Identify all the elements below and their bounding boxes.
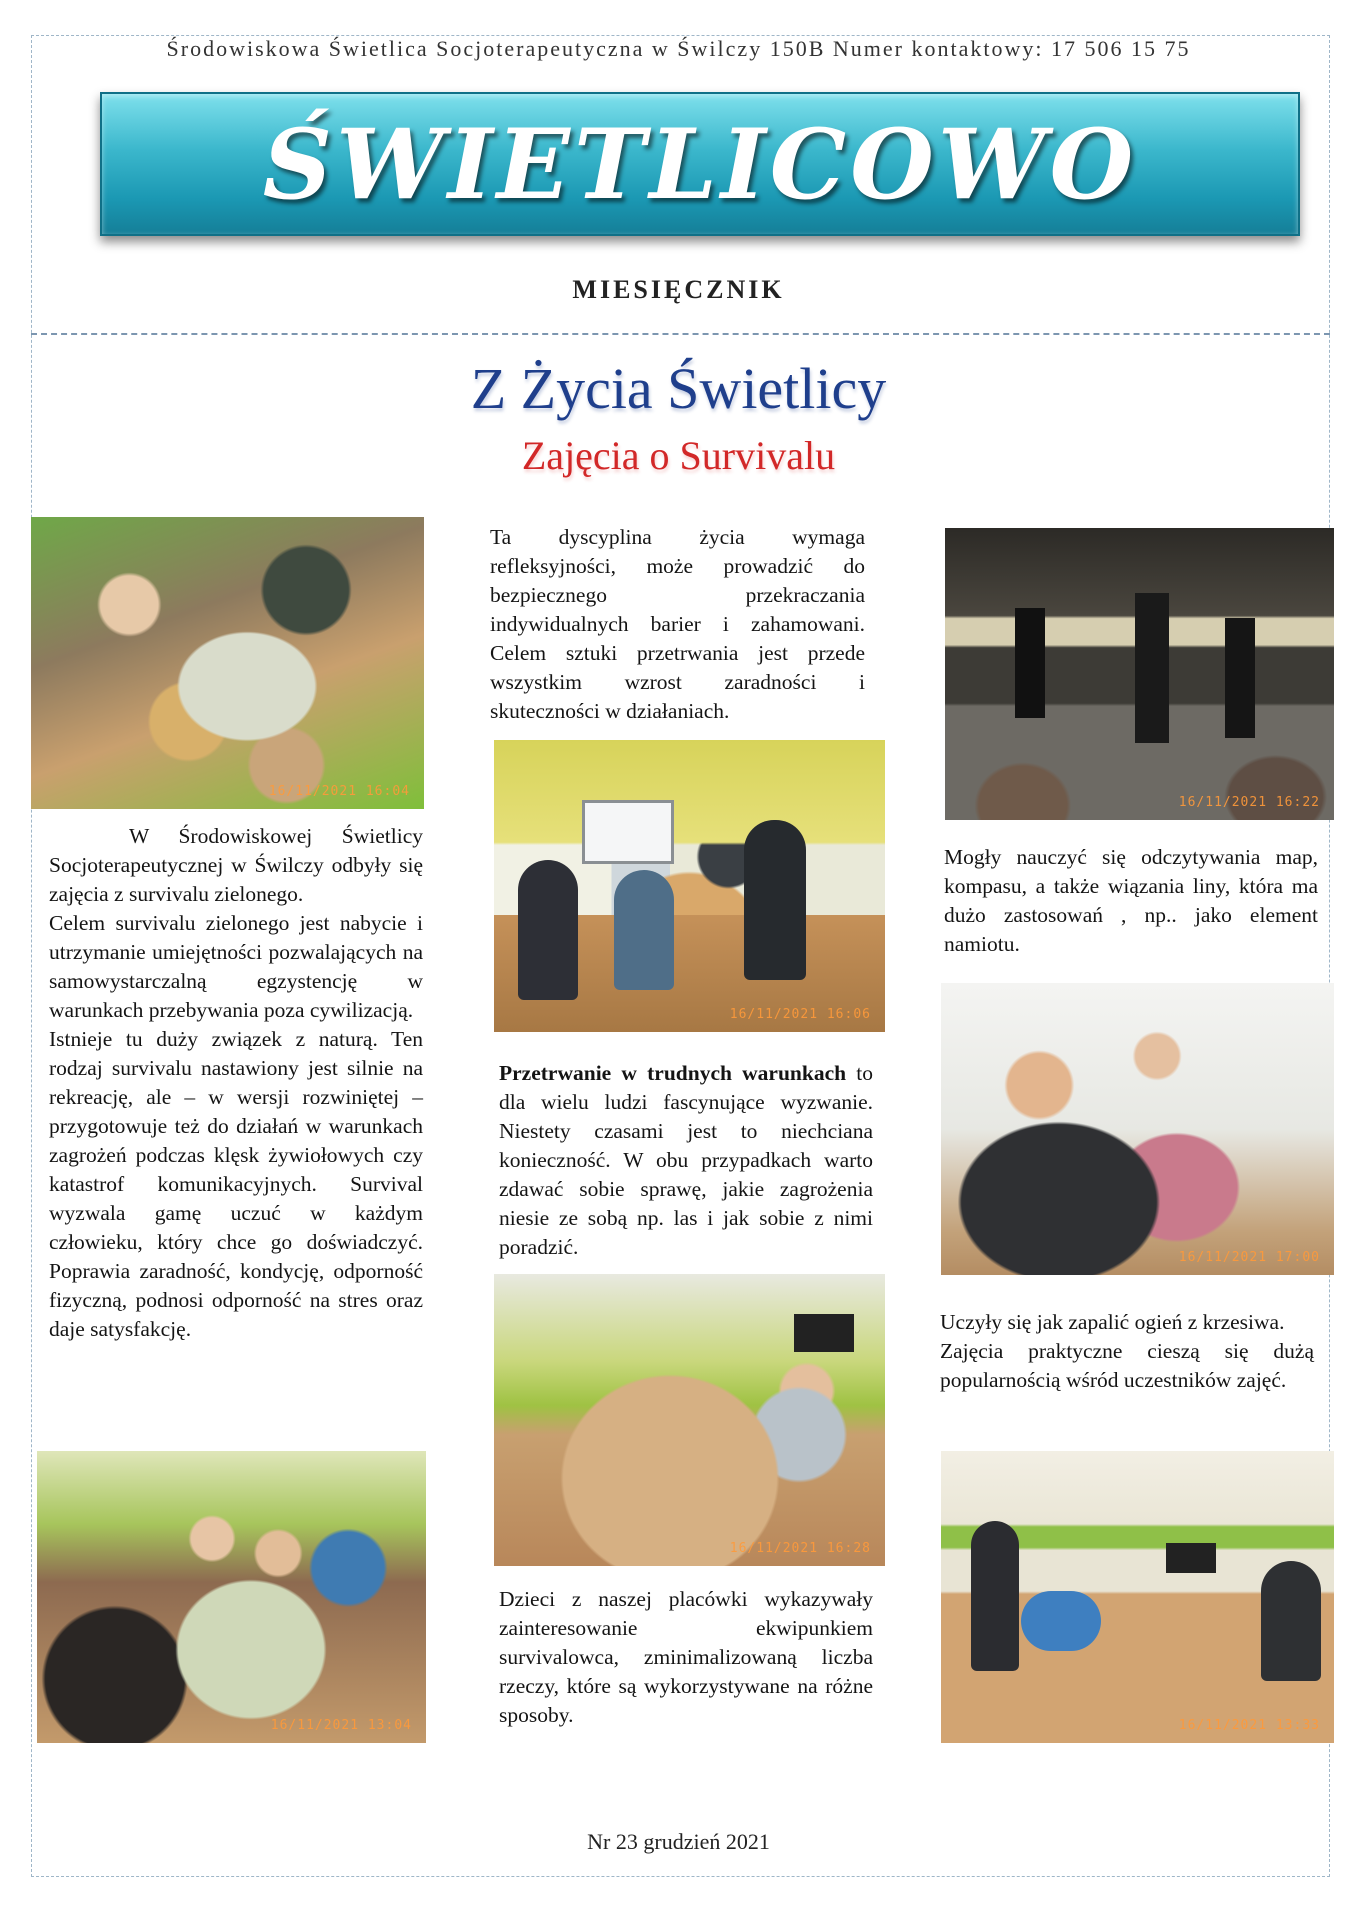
paragraph xyxy=(499,1059,873,1262)
title-banner xyxy=(100,92,1300,236)
paragraph-rest: to dla wielu ludzi fascynujące wyzwanie. Niestety czasami jest to niechciana konieczność. W obu przypadkach warto zdawać sobie sprawę, jakie zagrożenia niesie ze sobą np. las i jak sobie z nimi poradzić. xyxy=(499,1061,873,1259)
photo-rope-tying xyxy=(941,983,1334,1275)
paragraph: Zajęcia praktyczne cieszą się dużą popularnością wśród uczestników zajęć. xyxy=(940,1339,1314,1392)
middle-column-text-mid xyxy=(499,1059,873,1262)
photo-timestamp: 16/11/2021 16:06 xyxy=(729,1007,871,1022)
photo-night-outdoor xyxy=(945,528,1334,820)
photo-timestamp: 16/11/2021 13:04 xyxy=(270,1718,412,1733)
paragraph: Dzieci z naszej placówki wykazywały zainteresowanie ekwipunkiem survivalowca, zminimalizowaną liczba rzeczy, które są wykorzystywane na różne sposoby. xyxy=(499,1587,873,1727)
photo-timestamp: 16/11/2021 16:04 xyxy=(268,784,410,799)
photo-classroom-instructor xyxy=(494,740,885,1032)
middle-column-text-bottom xyxy=(499,1585,873,1730)
right-column-text-bottom xyxy=(940,1308,1314,1395)
bold-lead: Przetrwanie w trudnych warunkach xyxy=(499,1061,847,1085)
section-title: Z Życia Świetlicy xyxy=(470,356,887,421)
photo-kids-map-closeup xyxy=(37,1451,426,1743)
paragraph: Ta dyscyplina życia wymaga refleksyjności, może prowadzić do bezpiecznego przekraczania indywidualnych barier i zahamowani. Celem sztuki przetrwania jest przede wszystkim wzrost zaradności i skuteczności w działaniach. xyxy=(490,525,865,723)
photo-timestamp: 16/11/2021 17:00 xyxy=(1178,1250,1320,1265)
photo-timestamp: 16/11/2021 16:28 xyxy=(729,1541,871,1556)
left-column-text xyxy=(49,822,423,1344)
newsletter-subtitle: MIESIĘCZNIK xyxy=(572,275,785,304)
photo-ropes-table xyxy=(494,1274,885,1566)
divider xyxy=(31,333,1330,335)
middle-column-text-top xyxy=(490,523,865,726)
paragraph: Uczyły się jak zapalić ogień z krzesiwa. xyxy=(940,1310,1285,1334)
issue-footer: Nr 23 grudzień 2021 xyxy=(587,1829,770,1854)
paragraph: W Środowiskowej Świetlicy Socjoterapeutycznej w Świlczy odbyły się zajęcia z survivalu zielonego. xyxy=(49,824,423,906)
paragraph: Celem survivalu zielonego jest nabycie i utrzymanie umiejętności pozwalających na samowystarczalną egzystencję w warunkach przebywania poza cywilizacją. xyxy=(49,911,423,1022)
contact-line: Środowiskowa Świetlica Socjoterapeutyczna w Świlczy 150B Numer kontaktowy: 17 506 15 75 xyxy=(166,36,1191,61)
photo-classroom-wide xyxy=(941,1451,1334,1743)
photo-timestamp: 16/11/2021 16:22 xyxy=(1178,795,1320,810)
paragraph: Mogły nauczyć się odczytywania map, kompasu, a także wiązania liny, która ma dużo zastosowań , np.. jako element namiotu. xyxy=(944,845,1318,956)
right-column-text-top xyxy=(944,843,1318,959)
photo-timestamp: 16/11/2021 13:33 xyxy=(1178,1718,1320,1733)
banner-title: ŚWIETLICOWO xyxy=(262,107,1138,221)
paragraph: Istnieje tu duży związek z naturą. Ten rodzaj survivalu nastawiony jest silnie na rekreację, ale – w wersji rozwiniętej – przygotowuje też do działań w warunkach zagrożeń podczas klęsk żywiołowych czy katastrof komunikacyjnych. Survival wyzwala gamę uczuć w każdym człowieku, który chce go doświadczyć. Poprawia zaradność, kondycję, odporność fizyczną, podnosi odporność na stres oraz daje satysfakcję. xyxy=(49,1027,423,1341)
photo-children-map xyxy=(31,517,424,809)
section-subtitle: Zajęcia o Survivalu xyxy=(521,433,836,478)
